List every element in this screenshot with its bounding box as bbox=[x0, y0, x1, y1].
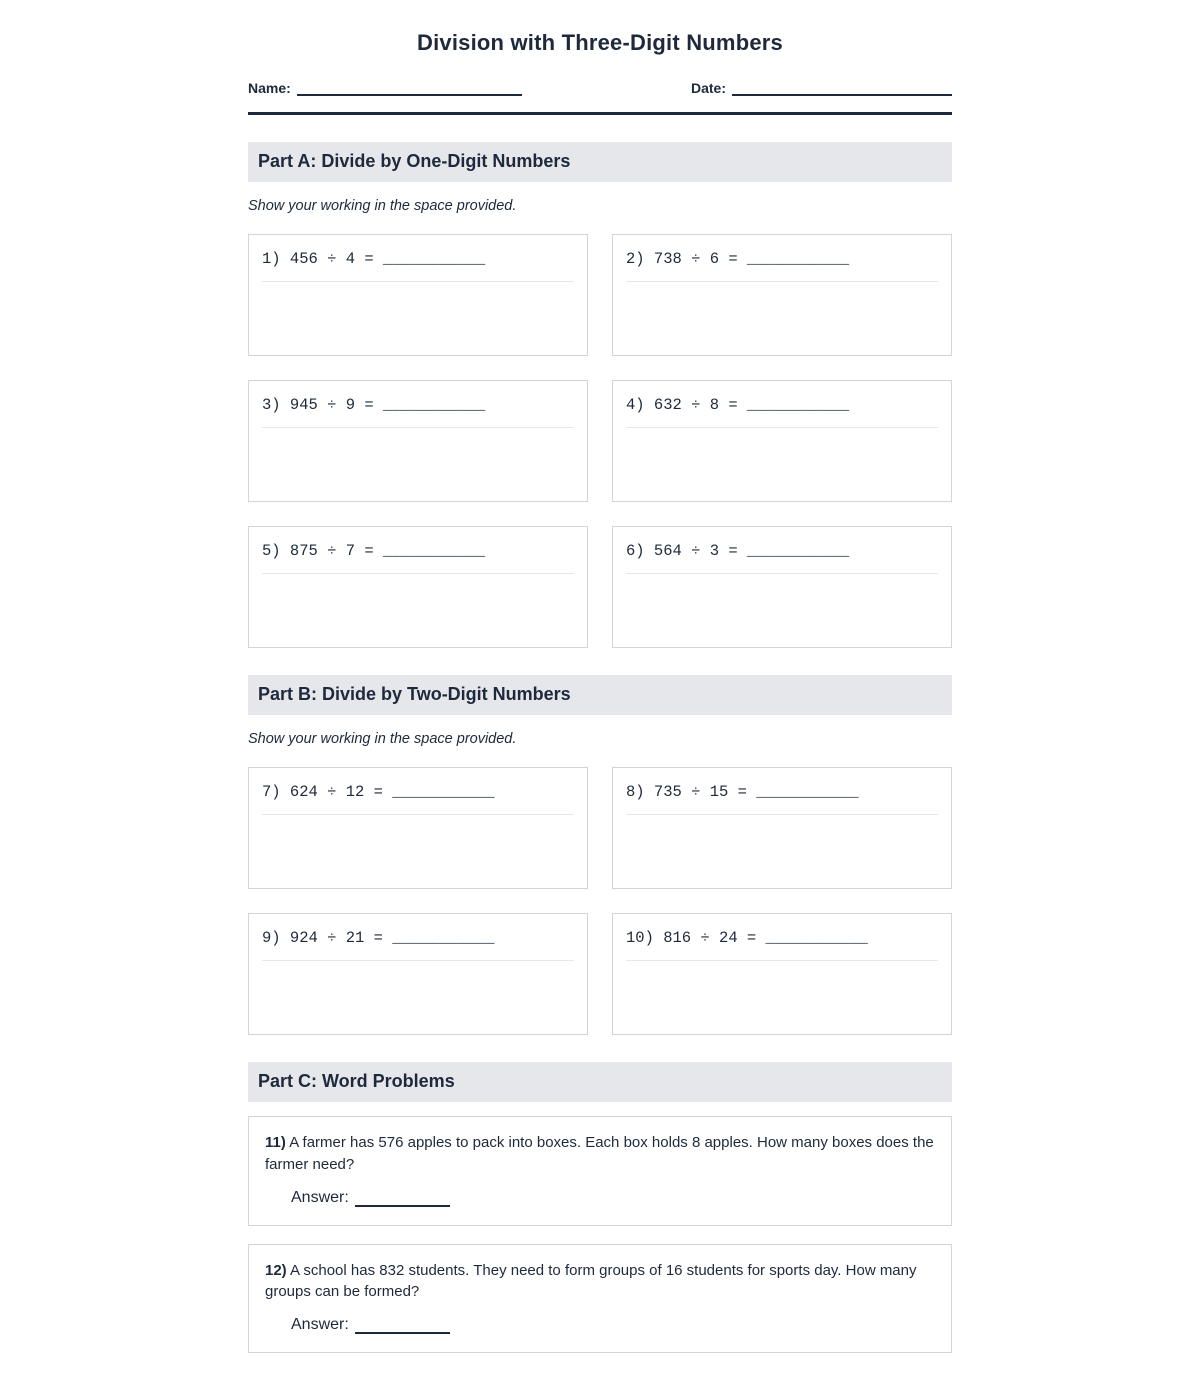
problem-text: 4) 632 ÷ 8 = ___________ bbox=[626, 396, 850, 414]
problem-box-9[interactable] bbox=[248, 913, 588, 1035]
problem-box-4[interactable] bbox=[612, 380, 952, 502]
date-line[interactable] bbox=[732, 80, 952, 96]
work-line bbox=[626, 427, 938, 428]
worksheet-sheet bbox=[248, 0, 952, 1353]
word-problem-number: 12) bbox=[265, 1261, 287, 1279]
word-problem-text: A school has 832 students. They need to form groups of 16 students for sports day. How many groups can be formed? bbox=[265, 1261, 917, 1301]
answer-label: Answer: bbox=[291, 1188, 349, 1206]
problem-text: 2) 738 ÷ 6 = ___________ bbox=[626, 250, 850, 268]
problem-text: 1) 456 ÷ 4 = ___________ bbox=[262, 250, 486, 268]
work-line bbox=[262, 573, 574, 574]
problem-text: 5) 875 ÷ 7 = ___________ bbox=[262, 542, 486, 560]
word-problem-box-11[interactable] bbox=[248, 1116, 952, 1226]
problem-box-2[interactable] bbox=[612, 234, 952, 356]
word-problem-number: 11) bbox=[265, 1134, 286, 1151]
problem-box-8[interactable] bbox=[612, 767, 952, 889]
work-line bbox=[262, 960, 574, 961]
section-heading-part-b: Part B: Divide by Two-Digit Numbers bbox=[248, 675, 952, 715]
section-heading-part-a: Part A: Divide by One-Digit Numbers bbox=[248, 142, 952, 182]
problem-text: 8) 735 ÷ 15 = ___________ bbox=[626, 783, 859, 801]
problem-box-1[interactable] bbox=[248, 234, 588, 356]
part-a-grid bbox=[248, 234, 952, 648]
problem-box-5[interactable] bbox=[248, 526, 588, 648]
answer-row bbox=[291, 1316, 935, 1334]
problem-text: 9) 924 ÷ 21 = ___________ bbox=[262, 929, 495, 947]
name-date-row bbox=[248, 80, 952, 96]
work-line bbox=[626, 814, 938, 815]
answer-line[interactable] bbox=[355, 1190, 450, 1207]
problem-text: 7) 624 ÷ 12 = ___________ bbox=[262, 783, 495, 801]
section-heading-part-c: Part C: Word Problems bbox=[248, 1062, 952, 1102]
work-line bbox=[262, 814, 574, 815]
word-problem-text: A farmer has 576 apples to pack into boxes. Each box holds 8 apples. How many boxes does the farmer need? bbox=[265, 1134, 934, 1173]
problem-text: 6) 564 ÷ 3 = ___________ bbox=[626, 542, 850, 560]
answer-row bbox=[291, 1189, 935, 1207]
problem-box-7[interactable] bbox=[248, 767, 588, 889]
part-b-grid bbox=[248, 767, 952, 1035]
header-rule bbox=[248, 112, 952, 115]
word-problem-box-12[interactable] bbox=[248, 1244, 952, 1354]
name-label: Name: bbox=[248, 80, 291, 96]
instruction-text-part-b: Show your working in the space provided. bbox=[248, 731, 517, 747]
word-problem-text-wrap bbox=[265, 1132, 935, 1176]
problem-box-10[interactable] bbox=[612, 913, 952, 1035]
work-line bbox=[262, 281, 574, 282]
name-field-group bbox=[248, 80, 522, 96]
name-line[interactable] bbox=[297, 80, 522, 96]
answer-label: Answer: bbox=[291, 1316, 349, 1333]
problem-text: 3) 945 ÷ 9 = ___________ bbox=[262, 396, 486, 414]
date-field-group bbox=[691, 80, 952, 96]
work-line bbox=[626, 960, 938, 961]
work-line bbox=[626, 573, 938, 574]
instruction-text-part-a: Show your working in the space provided. bbox=[248, 198, 517, 214]
problem-text: 10) 816 ÷ 24 = ___________ bbox=[626, 929, 868, 947]
answer-line[interactable] bbox=[355, 1317, 450, 1334]
problem-box-6[interactable] bbox=[612, 526, 952, 648]
word-problem-text-wrap bbox=[265, 1260, 935, 1304]
date-label: Date: bbox=[690, 80, 726, 96]
work-line bbox=[626, 281, 938, 282]
work-line bbox=[262, 427, 574, 428]
problem-box-3[interactable] bbox=[248, 380, 588, 502]
worksheet-title: Division with Three-Digit Numbers bbox=[417, 30, 783, 55]
